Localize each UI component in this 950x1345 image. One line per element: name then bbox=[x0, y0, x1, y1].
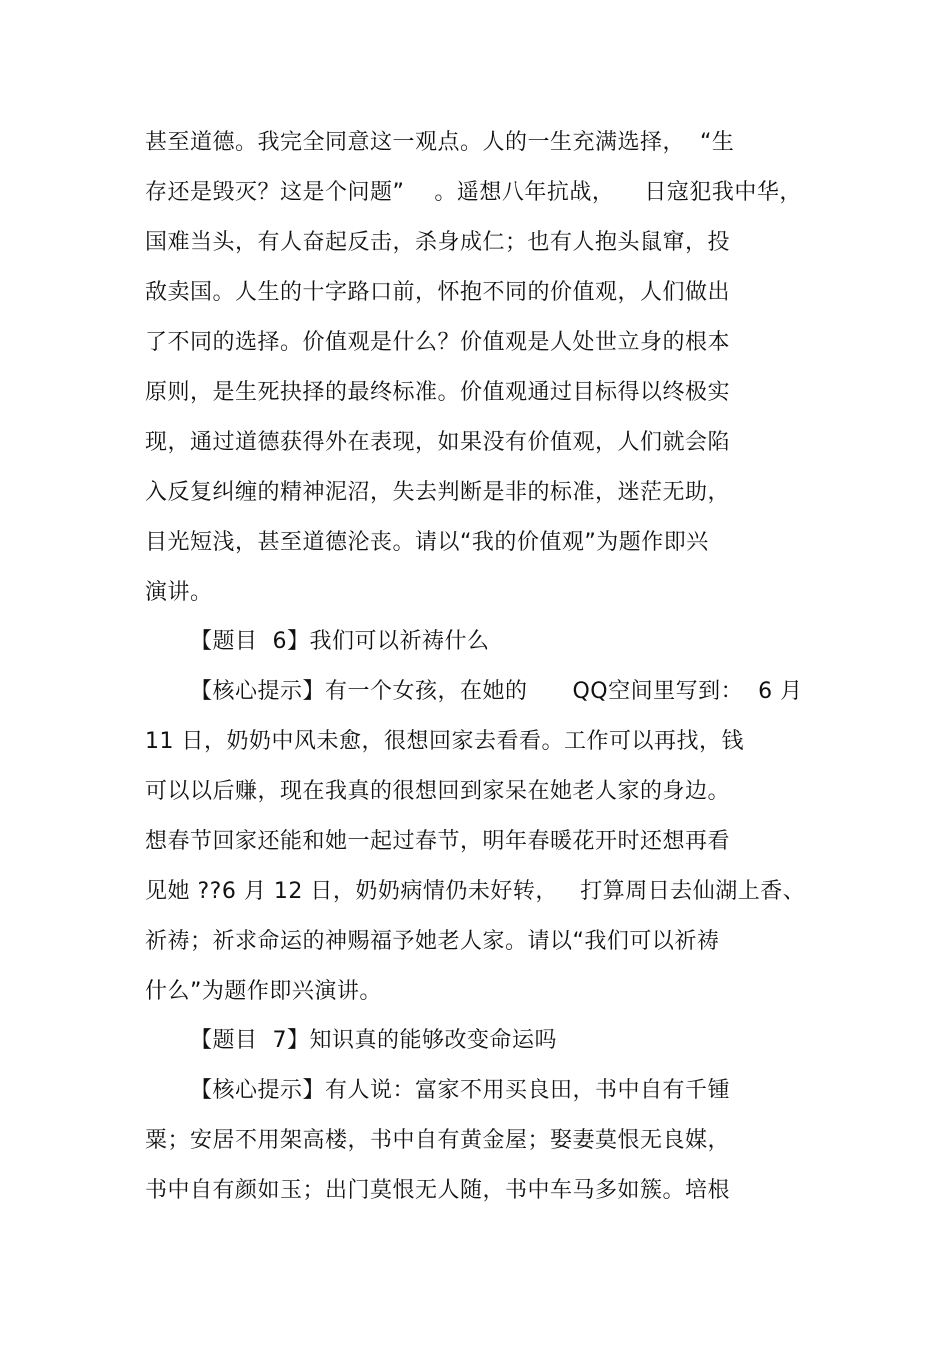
text-line: 现，通过道德获得外在表现，如果没有价值观，人们就会陷 bbox=[145, 430, 731, 455]
text-line: 入反复纠缠的精神泥沼，失去判断是非的标准，迷茫无助， bbox=[145, 480, 731, 505]
text-line: 书中自有颜如玉；出门莫恨无人随，书中车马多如簇。培根 bbox=[145, 1178, 731, 1203]
text-line: 祈祷；祈求命运的神赐福予她老人家。请以“我们可以祈祷 bbox=[145, 929, 720, 954]
text-line: 国难当头，有人奋起反击，杀身成仁；也有人抱头鼠窜，投 bbox=[145, 230, 731, 255]
text-line: 【核心提示】有一个女孩，在她的 QQ空间里写到： 6 月 bbox=[190, 679, 803, 704]
section-heading: 【题目 7】知识真的能够改变命运吗 bbox=[190, 1028, 557, 1053]
text-line: 了不同的选择。价值观是什么？价值观是人处世立身的根本 bbox=[145, 330, 731, 355]
text-line: 目光短浅，甚至道德沦丧。请以“我的价值观”为题作即兴 bbox=[145, 530, 709, 555]
text-line: 甚至道德。我完全同意这一观点。人的一生充满选择， “生 bbox=[145, 130, 735, 155]
text-line: 【核心提示】有人说：富家不用买良田，书中自有千锺 bbox=[190, 1078, 731, 1103]
section-heading: 【题目 6】我们可以祈祷什么 bbox=[190, 629, 490, 654]
text-line: 想春节回家还能和她一起过春节，明年春暖花开时还想再看 bbox=[145, 829, 731, 854]
text-line: 见她 ??6 月 12 日，奶奶病情仍未好转， 打算周日去仙湖上香、 bbox=[145, 879, 806, 904]
text-line: 演讲。 bbox=[145, 580, 213, 605]
text-line: 11 日，奶奶中风未愈，很想回家去看看。工作可以再找，钱 bbox=[145, 729, 744, 754]
text-line: 可以以后赚，现在我真的很想回到家呆在她老人家的身边。 bbox=[145, 779, 731, 804]
text-line: 粟；安居不用架高楼，书中自有黄金屋；娶妻莫恨无良媒， bbox=[145, 1128, 731, 1153]
text-line: 原则，是生死抉择的最终标准。价值观通过目标得以终极实 bbox=[145, 380, 731, 405]
text-line: 什么”为题作即兴演讲。 bbox=[145, 979, 382, 1004]
text-line: 存还是毁灭？这是个问题” 。遥想八年抗战， 日寇犯我中华， bbox=[145, 180, 802, 205]
text-line: 敌卖国。人生的十字路口前，怀抱不同的价值观，人们做出 bbox=[145, 280, 731, 305]
